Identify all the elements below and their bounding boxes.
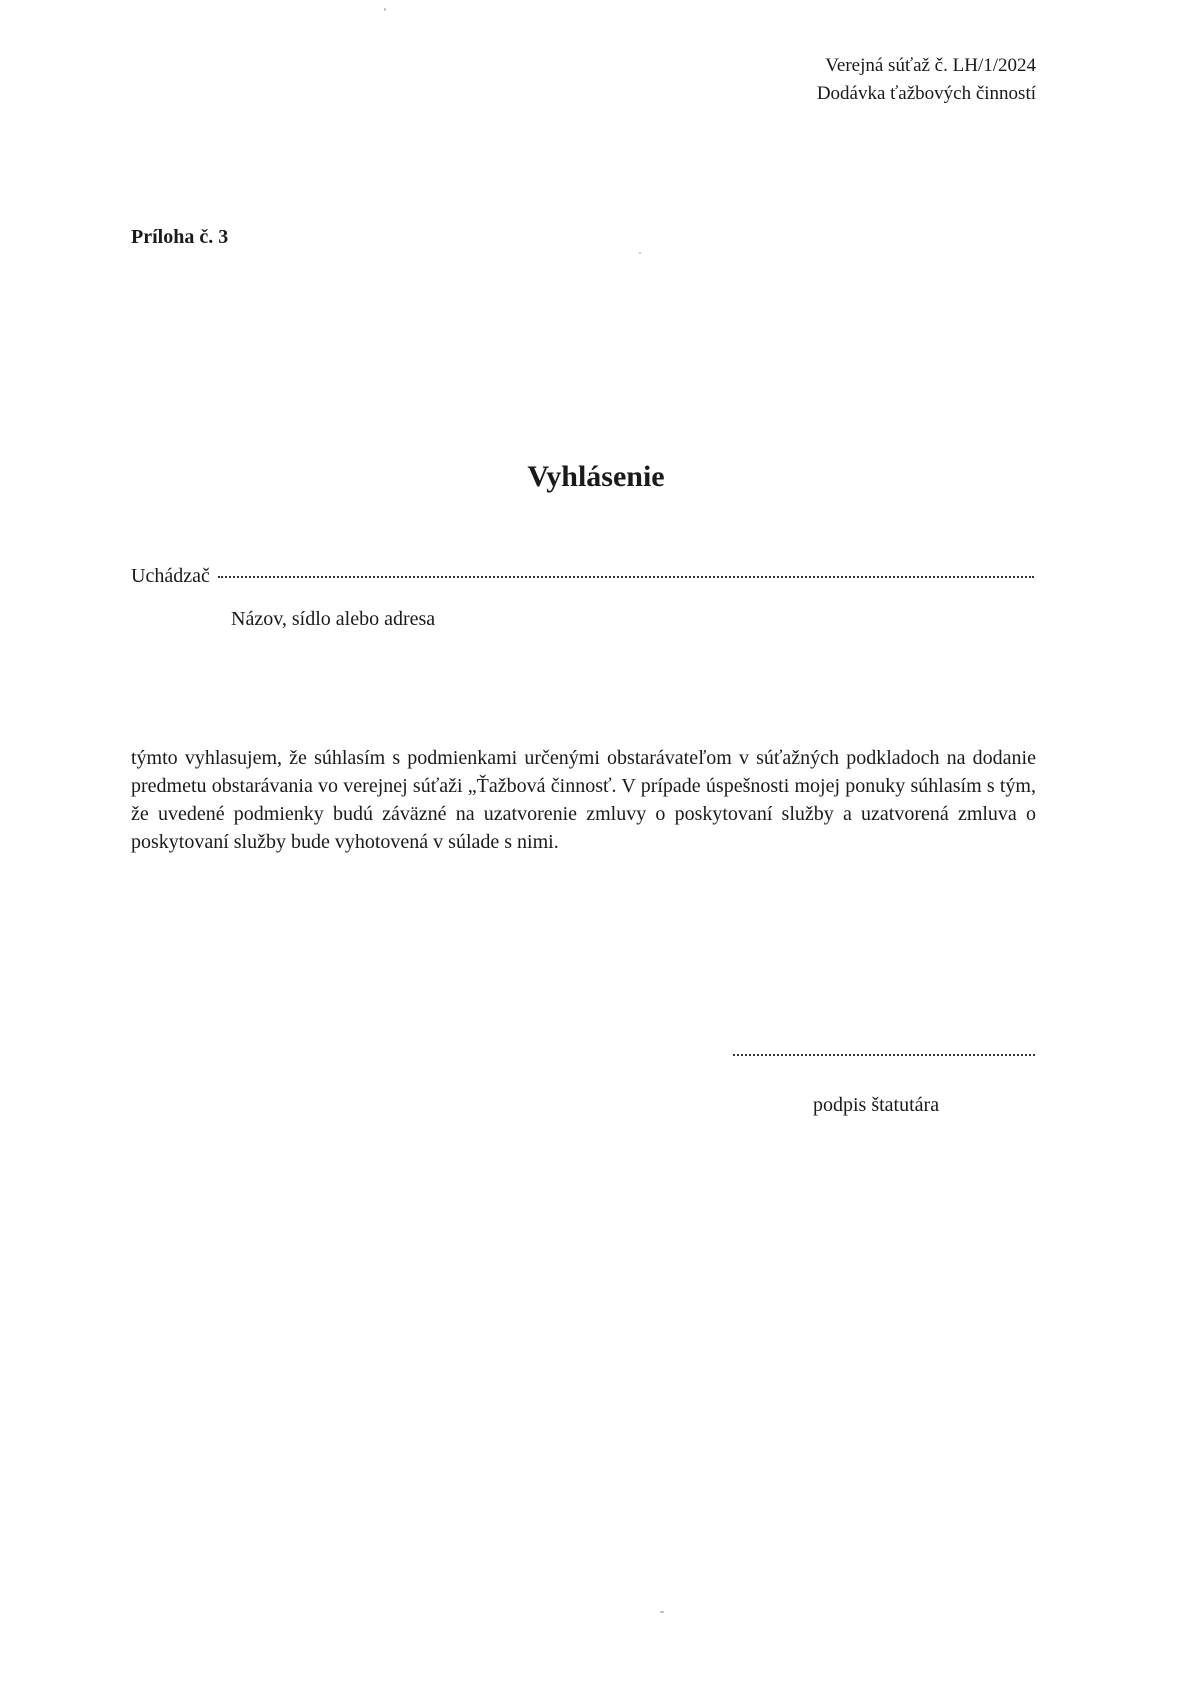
annex-label: Príloha č. 3	[131, 226, 229, 248]
tender-reference: Verejná súťaž č. LH/1/2024	[825, 55, 1036, 76]
document-title: Vyhlásenie	[527, 460, 665, 493]
applicant-hint: Názov, sídlo alebo adresa	[231, 608, 436, 630]
scan-speck	[660, 1611, 664, 1613]
applicant-label: Uchádzač	[131, 565, 210, 587]
declaration-paragraph: týmto vyhlasujem, že súhlasím s podmienkami určenými obstarávateľom v súťažných podkladoch na dodanie predmetu obstarávania vo verejnej súťaži „Ťažbová činnosť. V prípade úspešnosti mojej ponuky súhlasím s tým, že uvedené podmienky budú záväzné na uzatvorenie zmluvy o poskytovaní služby a uzatvorená zmluva o poskytovaní služby bude vyhotovená v súlade s nimi.	[131, 747, 1036, 853]
applicant-dotted-line	[218, 576, 1034, 578]
scan-speck	[639, 252, 641, 254]
tender-subject: Dodávka ťažbových činností	[816, 83, 1036, 104]
signature-dotted-line	[733, 1054, 1035, 1056]
scan-speck	[384, 8, 386, 11]
applicant-field	[131, 565, 1034, 593]
signature-label: podpis štatutára	[813, 1094, 940, 1116]
tender-header	[817, 52, 1036, 108]
